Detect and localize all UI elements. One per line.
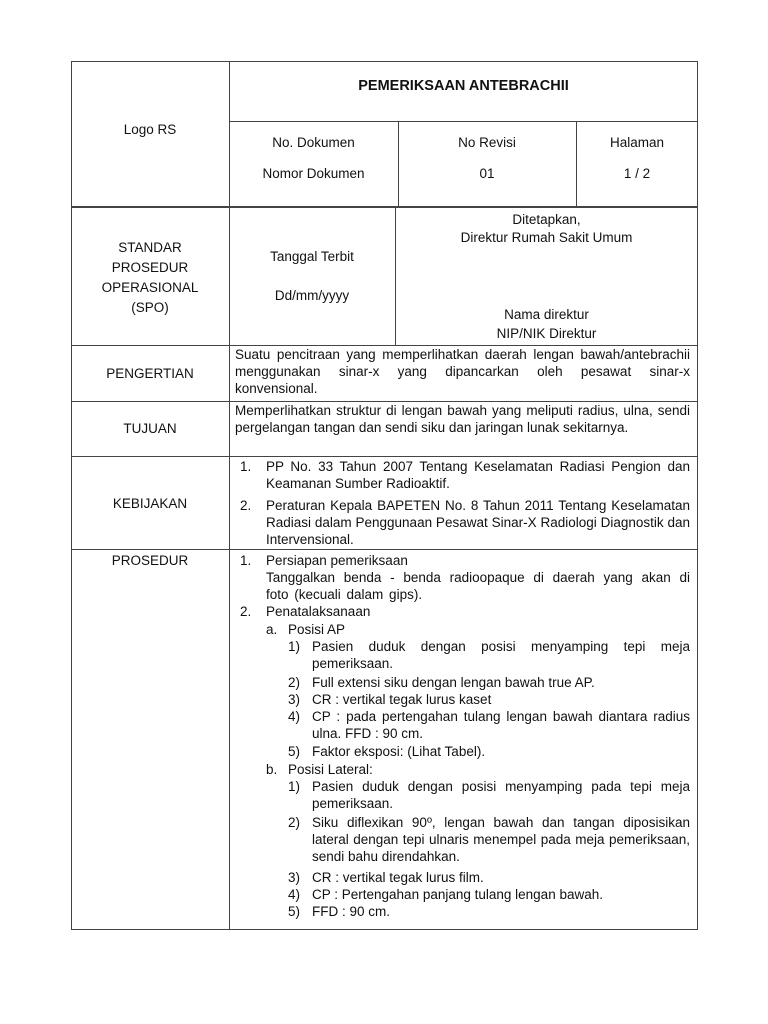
list-item-number: 2) <box>288 815 301 830</box>
spo-label-line: (SPO) <box>131 300 169 315</box>
page-value: 1 / 2 <box>623 166 651 181</box>
doc-number-label: No. Dokumen <box>272 135 355 150</box>
list-item-number: 3) <box>288 692 301 707</box>
spo-label <box>71 238 229 318</box>
step-number: 2. <box>240 604 252 619</box>
list-item-number: 1) <box>288 779 301 794</box>
step-number: 1. <box>240 553 252 568</box>
list-item-number: 2) <box>288 675 301 690</box>
kebijakan-item: Peraturan Kepala BAPETEN No. 8 Tahun 2011 Tentang Keselamatan Radiasi dalam Penggunaan Pesawat Sinar-X Radiologi Diagnostik dan Intervensional. <box>266 498 690 547</box>
header-divider <box>229 121 698 122</box>
approved-by: Ditetapkan, <box>512 212 581 227</box>
tujuan-text: Memperlihatkan struktur di lengan bawah yang meliputi radius, ulna, sendi pergelangan tangan dan sendi siku dan jaringan lunak sekitarnya. <box>235 403 690 435</box>
list-item: CP : pada pertengahan tulang lengan bawah diantara radius ulna. FFD : 90 cm. <box>312 709 690 741</box>
list-item: CP : Pertengahan panjang tulang lengan bawah. <box>312 887 603 902</box>
list-item-number: 5) <box>288 744 301 759</box>
approved-by-title: Direktur Rumah Sakit Umum <box>460 230 633 245</box>
kebijakan-item-number: 1. <box>240 459 252 474</box>
list-item: Pasien duduk dengan posisi menyamping pada tepi meja pemeriksaan. <box>312 779 690 811</box>
spo-label-line: OPERASIONAL <box>101 280 199 295</box>
list-item: CR : vertikal tegak lurus film. <box>312 870 484 885</box>
list-item: Pasien duduk dengan posisi menyamping tepi meja pemeriksaan. <box>312 639 690 671</box>
director-id: NIP/NIK Direktur <box>496 326 597 341</box>
kebijakan-item: PP No. 33 Tahun 2007 Tentang Keselamatan Radiasi Pengion dan Keamanan Sumber Radioaktif. <box>266 459 690 491</box>
list-item: Faktor eksposi: (Lihat Tabel). <box>312 744 486 759</box>
list-item-number: 4) <box>288 709 301 724</box>
label-column-divider <box>229 207 230 930</box>
substep-title: Posisi Lateral: <box>288 762 373 777</box>
tujuan-label: TUJUAN <box>123 421 177 436</box>
step-title: Penatalaksanaan <box>266 604 371 619</box>
kebijakan-item-number: 2. <box>240 498 252 513</box>
prosedur-label: PROSEDUR <box>111 553 189 568</box>
step-title: Persiapan pemeriksaan <box>266 553 408 568</box>
list-item-number: 5) <box>288 904 301 919</box>
pengertian-label: PENGERTIAN <box>106 366 194 381</box>
substep-letter: a. <box>266 622 278 637</box>
revision-value: 01 <box>479 166 495 181</box>
spo-label-line: PROSEDUR <box>111 260 189 275</box>
pengertian-text: Suatu pencitraan yang memperlihatkan daerah lengan bawah/antebrachii menggunakan sinar-x yang dipancarkan oleh pesawat sinar-x konvensional. <box>235 347 690 396</box>
issue-date-label: Tanggal Terbit <box>270 249 354 264</box>
step-text: Tanggalkan benda - benda radioopaque di daerah yang akan di foto (kecuali dalam gips). <box>266 570 690 602</box>
page-label: Halaman <box>609 135 665 150</box>
row-divider <box>71 549 698 550</box>
list-item: Siku diflexikan 90º, lengan bawah dan tangan diposisikan lateral dengan tepi ulnaris menempel pada meja pemeriksaan, sendi bahu direndahkan. <box>312 815 690 864</box>
substep-letter: b. <box>266 762 278 777</box>
list-item: FFD : 90 cm. <box>312 904 391 919</box>
kebijakan-label: KEBIJAKAN <box>112 496 188 511</box>
spo-label-line: STANDAR <box>118 240 182 255</box>
list-item-number: 1) <box>288 639 301 654</box>
list-item: Full extensi siku dengan lengan bawah true AP. <box>312 675 595 690</box>
list-item-number: 3) <box>288 870 301 885</box>
doc-number-value: Nomor Dokumen <box>262 166 365 181</box>
list-item: CR : vertikal tegak lurus kaset <box>312 692 492 707</box>
page-title: PEMERIKSAAN ANTEBRACHII <box>358 78 569 94</box>
row-divider <box>71 456 698 457</box>
revision-label: No Revisi <box>458 135 516 150</box>
logo-placeholder: Logo RS <box>123 122 177 137</box>
director-name: Nama direktur <box>504 307 589 322</box>
list-item-number: 4) <box>288 887 301 902</box>
issue-date-value: Dd/mm/yyyy <box>274 288 350 303</box>
substep-title: Posisi AP <box>288 622 346 637</box>
